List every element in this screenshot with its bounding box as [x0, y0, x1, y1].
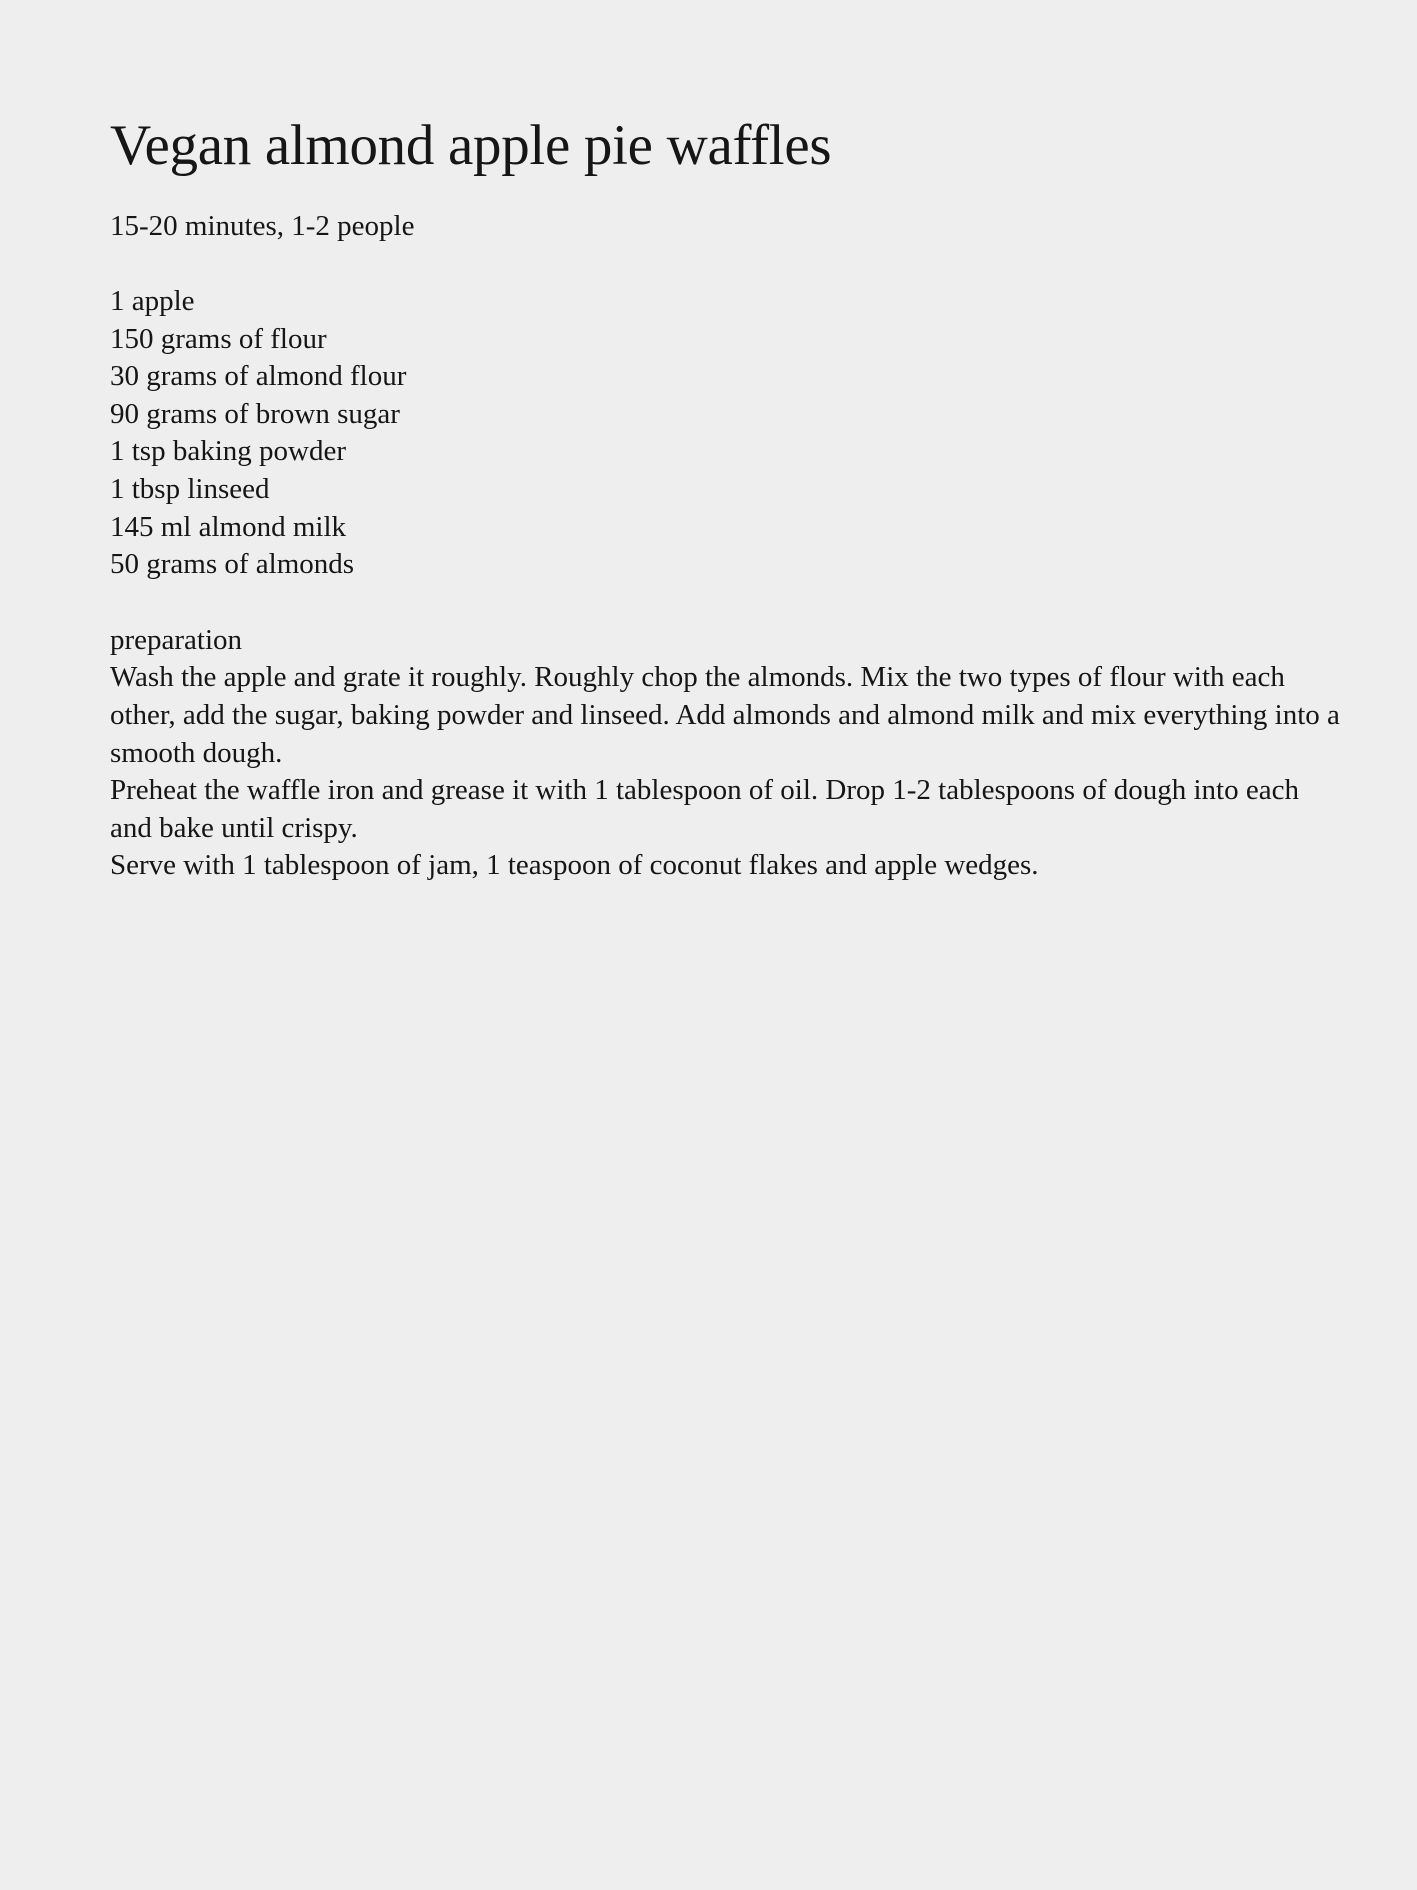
ingredient-list — [110, 283, 1340, 584]
ingredient-item: 50 grams of almonds — [110, 548, 355, 581]
recipe-document — [110, 108, 1340, 885]
ingredient-item: 150 grams of flour — [110, 322, 327, 355]
recipe-title: Vegan almond apple pie waffles — [110, 114, 832, 177]
ingredient-item: 30 grams of almond flour — [110, 360, 407, 393]
ingredient-item: 1 apple — [110, 285, 195, 317]
preparation-step: Preheat the waffle iron and grease it with 1 tablespoon of oil. Drop 1-2 tablespoons of dough into each and bake until crispy. — [110, 774, 1299, 844]
ingredient-item: 145 ml almond milk — [110, 510, 347, 543]
preparation-step: Serve with 1 tablespoon of jam, 1 teaspoon of coconut flakes and apple wedges. — [110, 849, 1039, 882]
ingredient-item: 90 grams of brown sugar — [110, 397, 400, 430]
recipe-time-servings: 15-20 minutes, 1-2 people — [110, 210, 415, 242]
ingredient-item: 1 tsp baking powder — [110, 435, 346, 468]
ingredient-item: 1 tbsp linseed — [110, 472, 270, 505]
preparation-step: Wash the apple and grate it roughly. Roughly chop the almonds. Mix the two types of flour with each other, add the sugar, baking powder and linseed. Add almonds and almond milk and mix everything into a smooth dough. — [110, 661, 1340, 769]
preparation-heading: preparation — [110, 623, 243, 656]
